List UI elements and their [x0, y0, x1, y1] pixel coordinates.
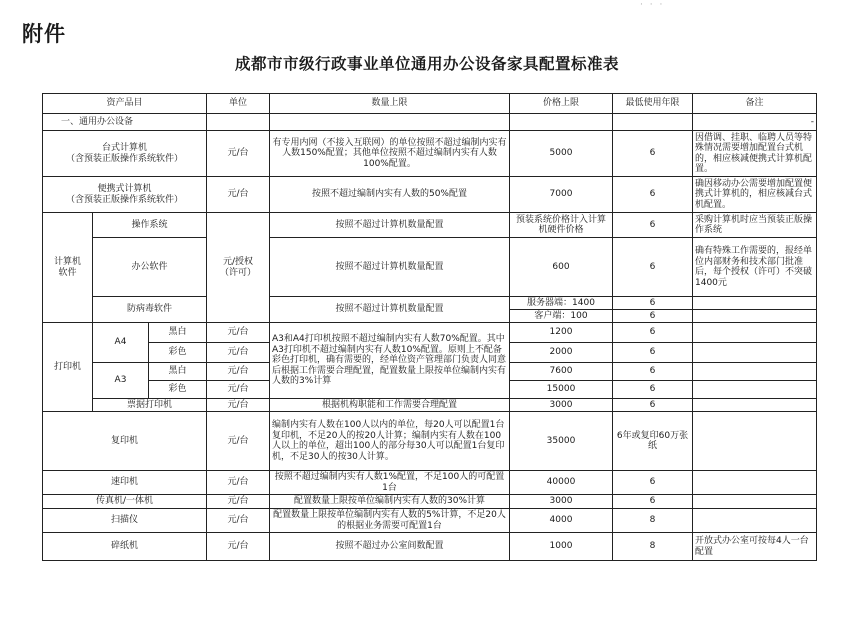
quantity-cell: 按照不超过编制内实有人数的50%配置 [270, 177, 510, 213]
price-cell: 客户端：100 [510, 310, 613, 323]
size-label: A4 [93, 323, 149, 363]
section-cell [613, 114, 693, 131]
quantity-cell: 配置数量上限按单位编制内实有人数的5%计算，不足20人的根据业务需要可配置1台 [270, 509, 510, 533]
price-cell: 4000 [510, 509, 613, 533]
header-row [43, 94, 817, 114]
header-note: 备注 [693, 94, 817, 114]
note-cell [693, 363, 817, 381]
years-cell: 8 [613, 509, 693, 533]
note-cell [693, 297, 817, 310]
table-row [43, 297, 817, 310]
type-label: 黑白 [149, 323, 207, 343]
quantity-cell: 有专用内网（不接入互联网）的单位按照不超过编制内实有人数150%配置；其他单位按照不超过编制内实有人数100%配置。 [270, 131, 510, 177]
section-cell [207, 114, 270, 131]
header-years: 最低使用年限 [613, 94, 693, 114]
type-label: 彩色 [149, 343, 207, 363]
type-label: 彩色 [149, 381, 207, 399]
note-cell [693, 412, 817, 471]
years-cell: 6 [613, 399, 693, 412]
unit-cell: 元/台 [207, 533, 270, 561]
asset-name: 碎纸机 [43, 533, 207, 561]
attachment-label: 附件 [22, 22, 66, 46]
quantity-cell: 配置数量上限按单位编制内实有人数的30%计算 [270, 495, 510, 509]
years-cell: 6 [613, 471, 693, 495]
table-row [43, 213, 817, 238]
quantity-cell: 根据机构职能和工作需要合理配置 [270, 399, 510, 412]
price-cell: 7000 [510, 177, 613, 213]
unit-cell: 元/台 [207, 363, 270, 381]
price-cell: 15000 [510, 381, 613, 399]
section-cell [270, 114, 510, 131]
price-cell: 3000 [510, 399, 613, 412]
group-label: 打印机 [43, 323, 93, 412]
table-row [43, 509, 817, 533]
price-cell: 600 [510, 238, 613, 297]
price-cell: 1000 [510, 533, 613, 561]
table-row [43, 533, 817, 561]
price-cell: 7600 [510, 363, 613, 381]
years-cell: 6 [613, 310, 693, 323]
price-cell: 2000 [510, 343, 613, 363]
years-cell: 6 [613, 297, 693, 310]
unit-cell: 元/授权 （许可） [207, 213, 270, 323]
unit-cell: 元/台 [207, 495, 270, 509]
note-cell [693, 471, 817, 495]
unit-cell: 元/台 [207, 177, 270, 213]
unit-cell: 元/台 [207, 131, 270, 177]
note-cell [693, 381, 817, 399]
type-label: 黑白 [149, 363, 207, 381]
asset-name: 扫描仪 [43, 509, 207, 533]
note-cell [693, 343, 817, 363]
table-row [43, 495, 817, 509]
years-cell: 6 [613, 495, 693, 509]
years-cell: 6 [613, 213, 693, 238]
unit-cell: 元/台 [207, 509, 270, 533]
table-row [43, 471, 817, 495]
years-cell: 6 [613, 177, 693, 213]
quantity-cell: 按照不超过计算机数量配置 [270, 238, 510, 297]
corner-mark: · · · [640, 0, 665, 10]
table-row [43, 177, 817, 213]
header-unit: 单位 [207, 94, 270, 114]
size-label: A3 [93, 363, 149, 399]
unit-cell: 元/台 [207, 399, 270, 412]
unit-cell: 元/台 [207, 343, 270, 363]
note-cell [693, 495, 817, 509]
price-cell: 3000 [510, 495, 613, 509]
years-cell: 6 [613, 363, 693, 381]
price-cell: 1200 [510, 323, 613, 343]
quantity-cell: 编制内实有人数在100人以内的单位，每20人可以配置1台复印机，不足20人的按20人计算；编制内实有人数在100人以上的单位，超出100人的部分每30人可以配置1台复印机，不足30人的按30人计算。 [270, 412, 510, 471]
note-cell [693, 310, 817, 323]
document-title: 成都市市级行政事业单位通用办公设备家具配置标准表 [234, 55, 619, 73]
note-cell [693, 399, 817, 412]
quantity-cell: 按照不超过办公室间数配置 [270, 533, 510, 561]
table-row [43, 412, 817, 471]
price-cell: 35000 [510, 412, 613, 471]
asset-name: 操作系统 [93, 213, 207, 238]
section-title: 一、通用办公设备 [43, 114, 207, 131]
unit-cell: 元/台 [207, 381, 270, 399]
table-row [43, 238, 817, 297]
note-cell [693, 509, 817, 533]
asset-name: 票据打印机 [93, 399, 207, 412]
table-row [43, 399, 817, 412]
years-cell: 8 [613, 533, 693, 561]
unit-cell: 元/台 [207, 323, 270, 343]
price-cell: 5000 [510, 131, 613, 177]
unit-cell: 元/台 [207, 412, 270, 471]
quantity-cell: 按照不超过计算机数量配置 [270, 213, 510, 238]
group-label: 计算机 软件 [43, 213, 93, 323]
note-cell: 开放式办公室可按每4人一台配置 [693, 533, 817, 561]
years-cell: 6 [613, 131, 693, 177]
standards-table [42, 93, 817, 561]
section-cell [510, 114, 613, 131]
quantity-cell: A3和A4打印机按照不超过编制内实有人数70%配置。其中A3打印机不超过编制内实有人数10%配置。原则上不配备彩色打印机，确有需要的，经单位资产管理部门负责人同意后根据工作需要合理配置，配置数量上限按单位编制内实有人数的3%计算 [270, 323, 510, 399]
unit-cell: 元/台 [207, 471, 270, 495]
note-cell: 因借调、挂职、临聘人员等特殊情况需要增加配置台式机的，相应核减便携式计算机配置。 [693, 131, 817, 177]
header-asset: 资产品目 [43, 94, 207, 114]
years-cell: 6 [613, 238, 693, 297]
table-row [43, 131, 817, 177]
asset-name: 台式计算机 （含预装正版操作系统软件） [43, 131, 207, 177]
section-row [43, 114, 817, 131]
header-quantity: 数量上限 [270, 94, 510, 114]
note-cell: 确因移动办公需要增加配置便携式计算机的，相应核减台式机配置。 [693, 177, 817, 213]
quantity-cell: 按照不超过计算机数量配置 [270, 297, 510, 323]
price-cell: 服务器端：1400 [510, 297, 613, 310]
asset-name: 便携式计算机 （含预装正版操作系统软件） [43, 177, 207, 213]
header-price: 价格上限 [510, 94, 613, 114]
years-cell: 6 [613, 323, 693, 343]
years-cell: 6 [613, 381, 693, 399]
asset-name: 防病毒软件 [93, 297, 207, 323]
price-cell: 预装系统价格计入计算机硬件价格 [510, 213, 613, 238]
asset-name: 传真机/一体机 [43, 495, 207, 509]
years-cell: 6 [613, 343, 693, 363]
quantity-cell: 按照不超过编制内实有人数1%配置，不足100人的可配置1台 [270, 471, 510, 495]
asset-name: 办公软件 [93, 238, 207, 297]
price-cell: 40000 [510, 471, 613, 495]
asset-name: 复印机 [43, 412, 207, 471]
section-mark: - [693, 114, 817, 131]
note-cell: 确有特殊工作需要的，报经单位内部财务和技术部门批准后，每个授权（许可）不突破1400元 [693, 238, 817, 297]
note-cell [693, 323, 817, 343]
note-cell: 采购计算机时应当预装正版操作系统 [693, 213, 817, 238]
years-cell: 6年或复印60万张纸 [613, 412, 693, 471]
table-row [43, 323, 817, 343]
asset-name: 速印机 [43, 471, 207, 495]
